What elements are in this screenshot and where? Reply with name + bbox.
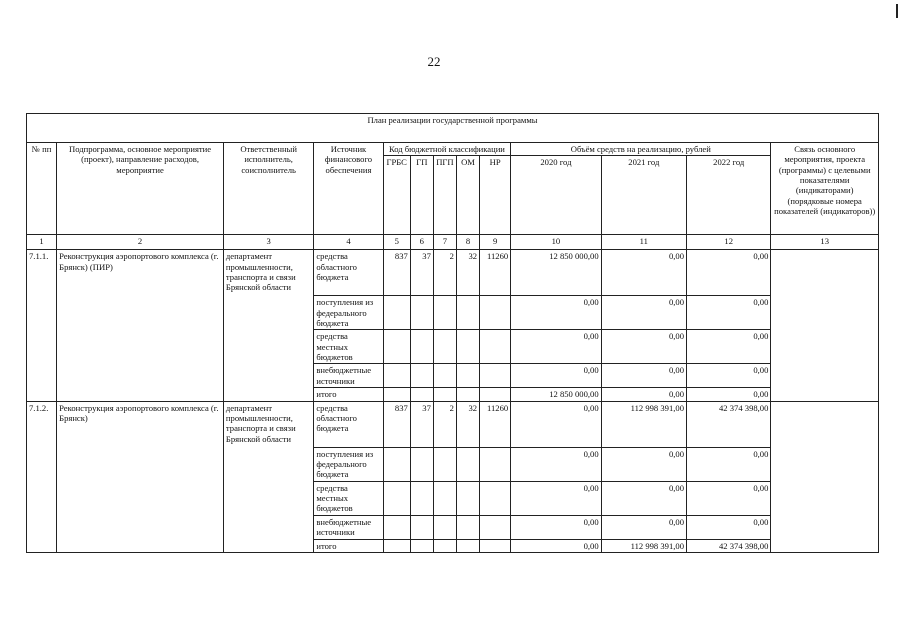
header-om: ОМ: [456, 156, 479, 235]
source-cell: средства областного бюджета: [314, 401, 383, 447]
amount-2021-cell: 112 998 391,00: [601, 401, 686, 447]
column-number: 10: [511, 235, 601, 250]
column-number: 11: [601, 235, 686, 250]
pgp-cell: 2: [433, 250, 456, 296]
om-cell: [456, 364, 479, 388]
gp-cell: [410, 330, 433, 364]
amount-2020-cell: 12 850 000,00: [511, 388, 601, 401]
grbs-cell: [383, 330, 410, 364]
pgp-cell: [433, 447, 456, 481]
scan-edge-mark: [896, 4, 898, 18]
source-cell: итого: [314, 388, 383, 401]
source-cell: средства местных бюджетов: [314, 330, 383, 364]
grbs-cell: [383, 364, 410, 388]
column-number: 8: [456, 235, 479, 250]
page-number: 22: [427, 54, 441, 69]
indicator-link-cell: [771, 250, 879, 401]
column-number: 2: [57, 235, 224, 250]
column-number: 6: [410, 235, 433, 250]
np-cell: 11260: [480, 401, 511, 447]
source-cell: поступления из федерального бюджета: [314, 296, 383, 330]
amount-2022-cell: 0,00: [687, 388, 771, 401]
activity-name-cell: Реконструкция аэропортового комплекса (г. Брянск): [57, 401, 224, 552]
pgp-cell: [433, 481, 456, 515]
amount-2022-cell: 0,00: [687, 296, 771, 330]
column-number: 12: [687, 235, 771, 250]
gp-cell: [410, 447, 433, 481]
gp-cell: [410, 296, 433, 330]
header-2022: 2022 год: [687, 156, 771, 235]
grbs-cell: [383, 388, 410, 401]
np-cell: 11260: [480, 250, 511, 296]
amount-2022-cell: 0,00: [687, 481, 771, 515]
executor-cell: департамент промышленности, транспорта и связи Брянской области: [223, 401, 313, 552]
pgp-cell: [433, 515, 456, 539]
executor-cell: департамент промышленности, транспорта и связи Брянской области: [223, 250, 313, 401]
np-cell: [480, 330, 511, 364]
pgp-cell: [433, 364, 456, 388]
header-executor: Ответственный исполнитель, соисполнитель: [223, 143, 313, 235]
om-cell: [456, 515, 479, 539]
amount-2021-cell: 0,00: [601, 250, 686, 296]
column-number: 3: [223, 235, 313, 250]
column-number: 4: [314, 235, 383, 250]
grbs-cell: [383, 539, 410, 552]
pgp-cell: [433, 539, 456, 552]
amount-2021-cell: 0,00: [601, 330, 686, 364]
amount-2021-cell: 0,00: [601, 447, 686, 481]
pgp-cell: [433, 388, 456, 401]
amount-2020-cell: 0,00: [511, 364, 601, 388]
amount-2020-cell: 0,00: [511, 447, 601, 481]
gp-cell: [410, 388, 433, 401]
program-plan-table: [26, 113, 879, 553]
header-link: Связь основного мероприятия, проекта (программы) с целевыми показателями (индикаторами) (порядковые номера показателей (индикаторов)): [771, 143, 879, 235]
amount-2020-cell: 12 850 000,00: [511, 250, 601, 296]
amount-2022-cell: 0,00: [687, 250, 771, 296]
np-cell: [480, 481, 511, 515]
source-cell: средства местных бюджетов: [314, 481, 383, 515]
header-2021: 2021 год: [601, 156, 686, 235]
table-title: План реализации государственной программы: [27, 114, 879, 143]
header-2020: 2020 год: [511, 156, 601, 235]
header-subprogram: Подпрограмма, основное мероприятие (проект), направление расходов, мероприятие: [57, 143, 224, 235]
amount-2022-cell: 0,00: [687, 515, 771, 539]
column-number: 13: [771, 235, 879, 250]
header-no: № пп: [27, 143, 57, 235]
grbs-cell: [383, 481, 410, 515]
grbs-cell: [383, 515, 410, 539]
gp-cell: 37: [410, 250, 433, 296]
activity-name-cell: Реконструкция аэропортового комплекса (г. Брянск) (ПИР): [57, 250, 224, 401]
indicator-link-cell: [771, 401, 879, 552]
gp-cell: 37: [410, 401, 433, 447]
amount-2021-cell: 0,00: [601, 364, 686, 388]
gp-cell: [410, 481, 433, 515]
amount-2022-cell: 0,00: [687, 447, 771, 481]
grbs-cell: [383, 447, 410, 481]
np-cell: [480, 539, 511, 552]
amount-2020-cell: 0,00: [511, 515, 601, 539]
np-cell: [480, 447, 511, 481]
row-number-cell: 7.1.2.: [27, 401, 57, 552]
amount-2020-cell: 0,00: [511, 481, 601, 515]
pgp-cell: 2: [433, 401, 456, 447]
header-pgp: ПГП: [433, 156, 456, 235]
column-number: 9: [480, 235, 511, 250]
om-cell: [456, 481, 479, 515]
amount-2020-cell: 0,00: [511, 296, 601, 330]
header-grbs: ГРБС: [383, 156, 410, 235]
column-number: 5: [383, 235, 410, 250]
amount-2021-cell: 0,00: [601, 296, 686, 330]
om-cell: [456, 539, 479, 552]
amount-2021-cell: 112 998 391,00: [601, 539, 686, 552]
column-number-row: [27, 235, 879, 250]
om-cell: [456, 388, 479, 401]
source-cell: итого: [314, 539, 383, 552]
amount-2021-cell: 0,00: [601, 388, 686, 401]
column-number: 7: [433, 235, 456, 250]
header-gp: ГП: [410, 156, 433, 235]
header-volume: Объём средств на реализацию, рублей: [511, 143, 771, 156]
amount-2021-cell: 0,00: [601, 481, 686, 515]
header-budget-code: Код бюджетной классификации: [383, 143, 511, 156]
amount-2020-cell: 0,00: [511, 539, 601, 552]
amount-2022-cell: 0,00: [687, 364, 771, 388]
amount-2022-cell: 42 374 398,00: [687, 401, 771, 447]
np-cell: [480, 515, 511, 539]
om-cell: [456, 447, 479, 481]
table-row: [27, 250, 879, 296]
table-row: [27, 401, 879, 447]
np-cell: [480, 388, 511, 401]
source-cell: поступления из федерального бюджета: [314, 447, 383, 481]
column-number: 1: [27, 235, 57, 250]
header-np: НР: [480, 156, 511, 235]
np-cell: [480, 364, 511, 388]
grbs-cell: 837: [383, 250, 410, 296]
gp-cell: [410, 515, 433, 539]
source-cell: средства областного бюджета: [314, 250, 383, 296]
om-cell: 32: [456, 401, 479, 447]
amount-2020-cell: 0,00: [511, 401, 601, 447]
amount-2022-cell: 42 374 398,00: [687, 539, 771, 552]
amount-2022-cell: 0,00: [687, 330, 771, 364]
amount-2020-cell: 0,00: [511, 330, 601, 364]
pgp-cell: [433, 330, 456, 364]
gp-cell: [410, 364, 433, 388]
row-number-cell: 7.1.1.: [27, 250, 57, 401]
source-cell: внебюджетные источники: [314, 515, 383, 539]
om-cell: [456, 296, 479, 330]
amount-2021-cell: 0,00: [601, 515, 686, 539]
pgp-cell: [433, 296, 456, 330]
np-cell: [480, 296, 511, 330]
grbs-cell: 837: [383, 401, 410, 447]
om-cell: [456, 330, 479, 364]
gp-cell: [410, 539, 433, 552]
om-cell: 32: [456, 250, 479, 296]
header-source: Источник финансового обеспечения: [314, 143, 383, 235]
grbs-cell: [383, 296, 410, 330]
source-cell: внебюджетные источники: [314, 364, 383, 388]
